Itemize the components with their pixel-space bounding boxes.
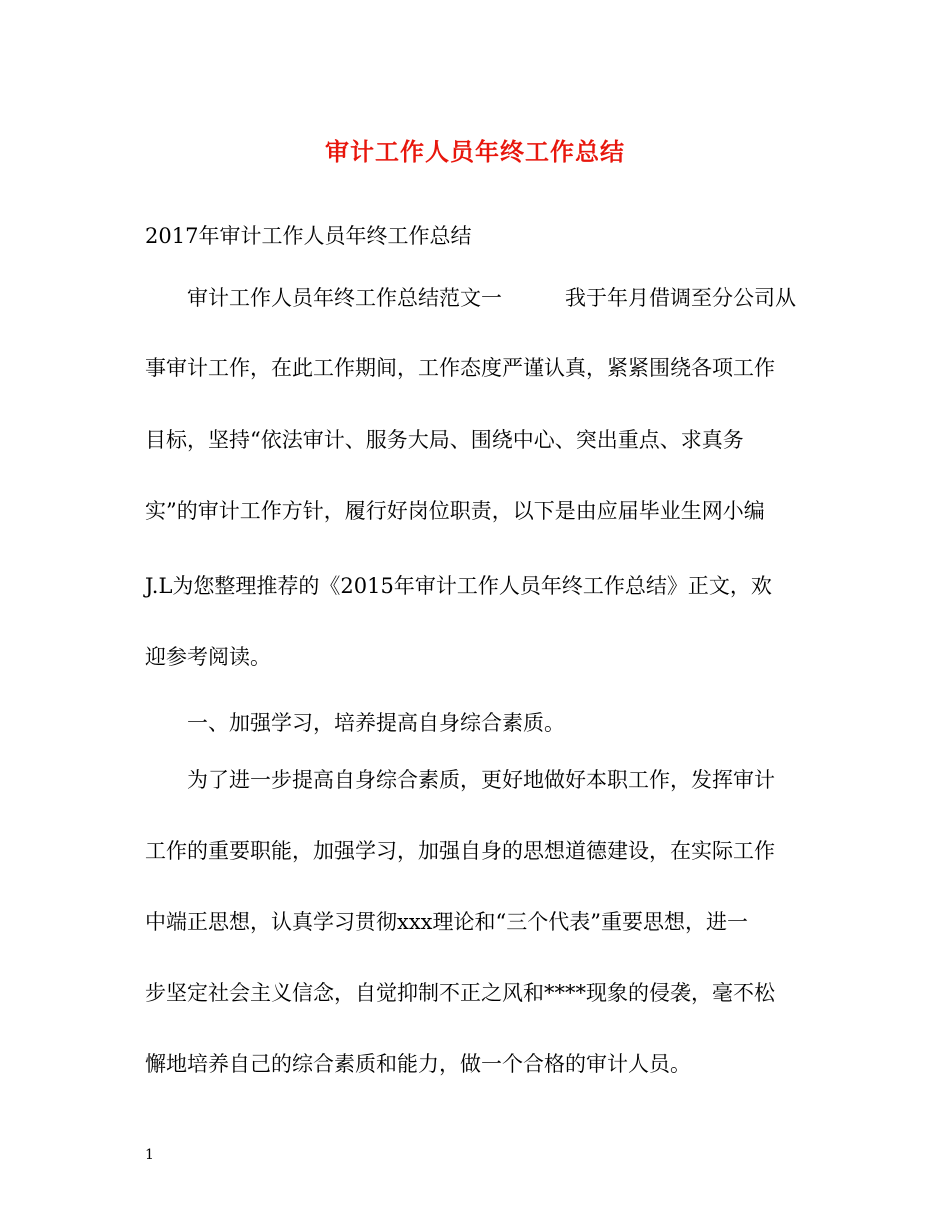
paragraph-line: 工作的重要职能，加强学习，加强自身的思想道德建设，在实际工作 (145, 839, 775, 863)
paragraph-line: 实”的审计工作方针，履行好岗位职责，以下是由应届毕业生网小编 (145, 499, 765, 523)
paragraph-line: 步坚定社会主义信念，自觉抑制不正之风和****现象的侵袭，毫不松 (145, 981, 775, 1005)
paragraph-line: 迎参考阅读。 (145, 645, 271, 669)
paragraph-line: 事审计工作，在此工作期间，工作态度严谨认真，紧紧围绕各项工作 (145, 356, 775, 380)
paragraph-line: 目标，坚持“依法审计、服务大局、围绕中心、突出重点、求真务 (145, 428, 744, 452)
document-title: 审计工作人员年终工作总结 (325, 138, 625, 166)
page-number: 1 (145, 1147, 154, 1163)
paragraph-line: 为了进一步提高自身综合素质，更好地做好本职工作，发挥审计 (145, 768, 775, 792)
paragraph-line: 审计工作人员年终工作总结范文一 我于年月借调至分公司从 (145, 286, 796, 310)
section-heading: 一、加强学习，培养提高自身综合素质。 (145, 711, 565, 735)
paragraph-line: J.L为您整理推荐的《2015年审计工作人员年终工作总结》正文，欢 (145, 574, 772, 598)
paragraph-line: 懈地培养自己的综合素质和能力，做一个合格的审计人员。 (145, 1052, 691, 1076)
paragraph-line: 中端正思想，认真学习贯彻xxx理论和“三个代表”重要思想，进一 (145, 910, 748, 934)
subtitle-line: 2017年审计工作人员年终工作总结 (145, 224, 472, 248)
